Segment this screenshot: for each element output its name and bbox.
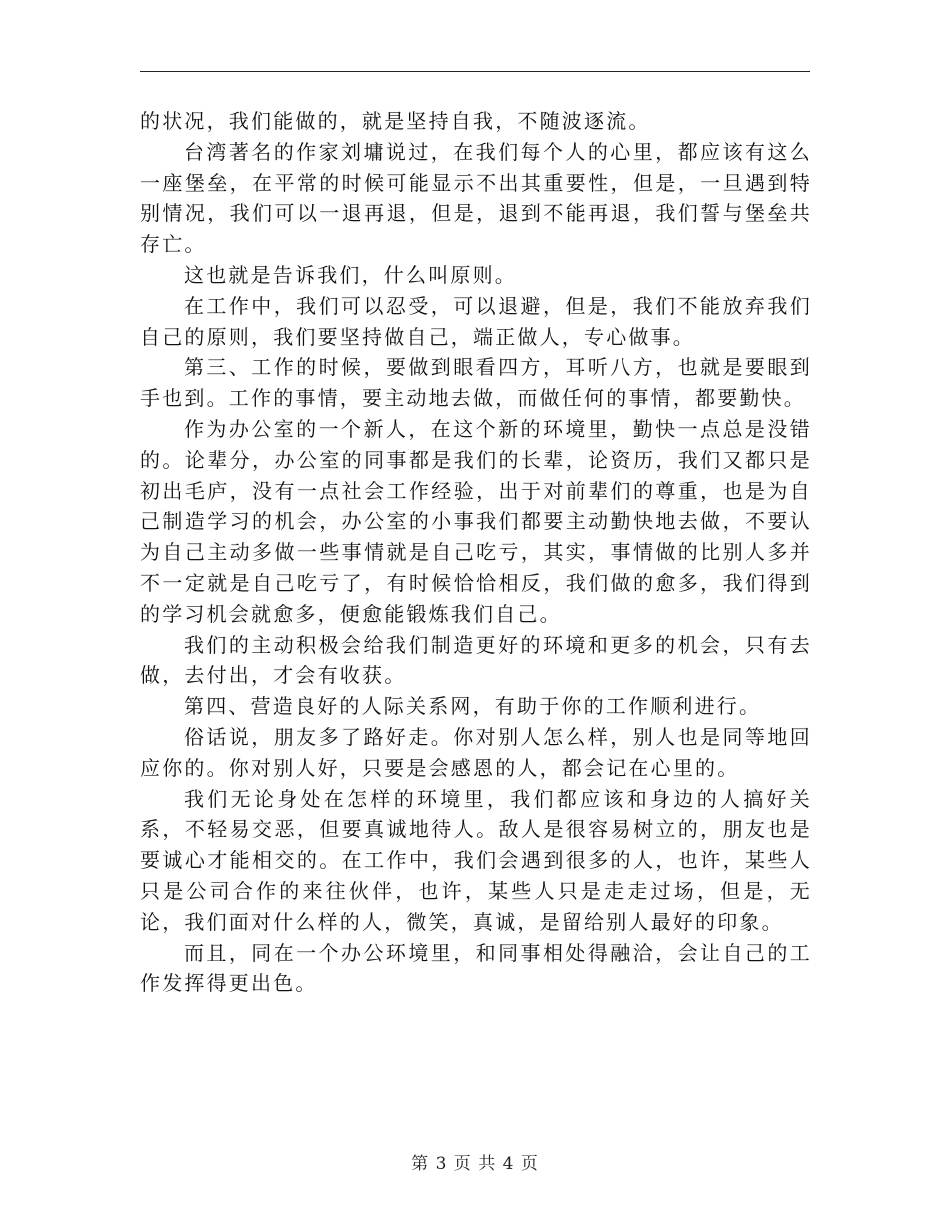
paragraph-11: 而且，同在一个办公环境里，和同事相处得融洽，会让自己的工作发挥得更出色。	[140, 940, 812, 996]
paragraph-9: 俗话说，朋友多了路好走。你对别人怎么样，别人也是同等地回应你的。你对别人好，只要是会感恩的人，都会记在心里的。	[140, 724, 812, 780]
paragraph-8: 第四、营造良好的人际关系网，有助于你的工作顺利进行。	[184, 694, 762, 719]
paragraph-6: 作为办公室的一个新人，在这个新的环境里，勤快一点总是没错的。论辈分，办公室的同事都是我们的长辈，论资历，我们又都只是初出毛庐，没有一点社会工作经验，出于对前辈们的尊重，也是为自己制造学习的机会，办公室的小事我们都要主动勤快地去做，不要认为自己主动多做一些事情就是自己吃亏，其实，事情做的比别人多并不一定就是自己吃亏了，有时候恰恰相反，我们做的愈多，我们得到的学习机会就愈多，便愈能锻炼我们自己。	[140, 416, 812, 626]
page-footer	[0, 1153, 950, 1175]
paragraph-4: 在工作中，我们可以忍受，可以退避，但是，我们不能放弃我们自己的原则，我们要坚持做自己，端正做人，专心做事。	[140, 293, 812, 349]
paragraph-3: 这也就是告诉我们，什么叫原则。	[184, 262, 517, 287]
paragraph-7: 我们的主动积极会给我们制造更好的环境和更多的机会，只有去做，去付出，才会有收获。	[140, 632, 812, 688]
paragraph-1: 的状况，我们能做的，就是坚持自我，不随波逐流。	[140, 109, 651, 133]
page-number-label: 第 3 页 共 4 页	[411, 1154, 539, 1174]
paragraph-2: 台湾著名的作家刘墉说过，在我们每个人的心里，都应该有这么一座堡垒，在平常的时候可能显示不出其重要性，但是，一旦遇到特别情况，我们可以一退再退，但是，退到不能再退，我们誓与堡垒共存亡。	[140, 139, 812, 257]
paragraph-10: 我们无论身处在怎样的环境里，我们都应该和身边的人搞好关系，不轻易交恶，但要真诚地待人。敌人是很容易树立的，朋友也是要诚心才能相交的。在工作中，我们会遇到很多的人，也许，某些人只是公司合作的来往伙伴，也许，某些人只是走走过场，但是，无论，我们面对什么样的人，微笑，真诚，是留给别人最好的印象。	[140, 786, 812, 934]
body-text	[140, 106, 812, 999]
header-rule	[140, 71, 810, 72]
paragraph-5: 第三、工作的时候，要做到眼看四方，耳听八方，也就是要眼到手也到。工作的事情，要主动地去做，而做任何的事情，都要勤快。	[140, 355, 812, 411]
